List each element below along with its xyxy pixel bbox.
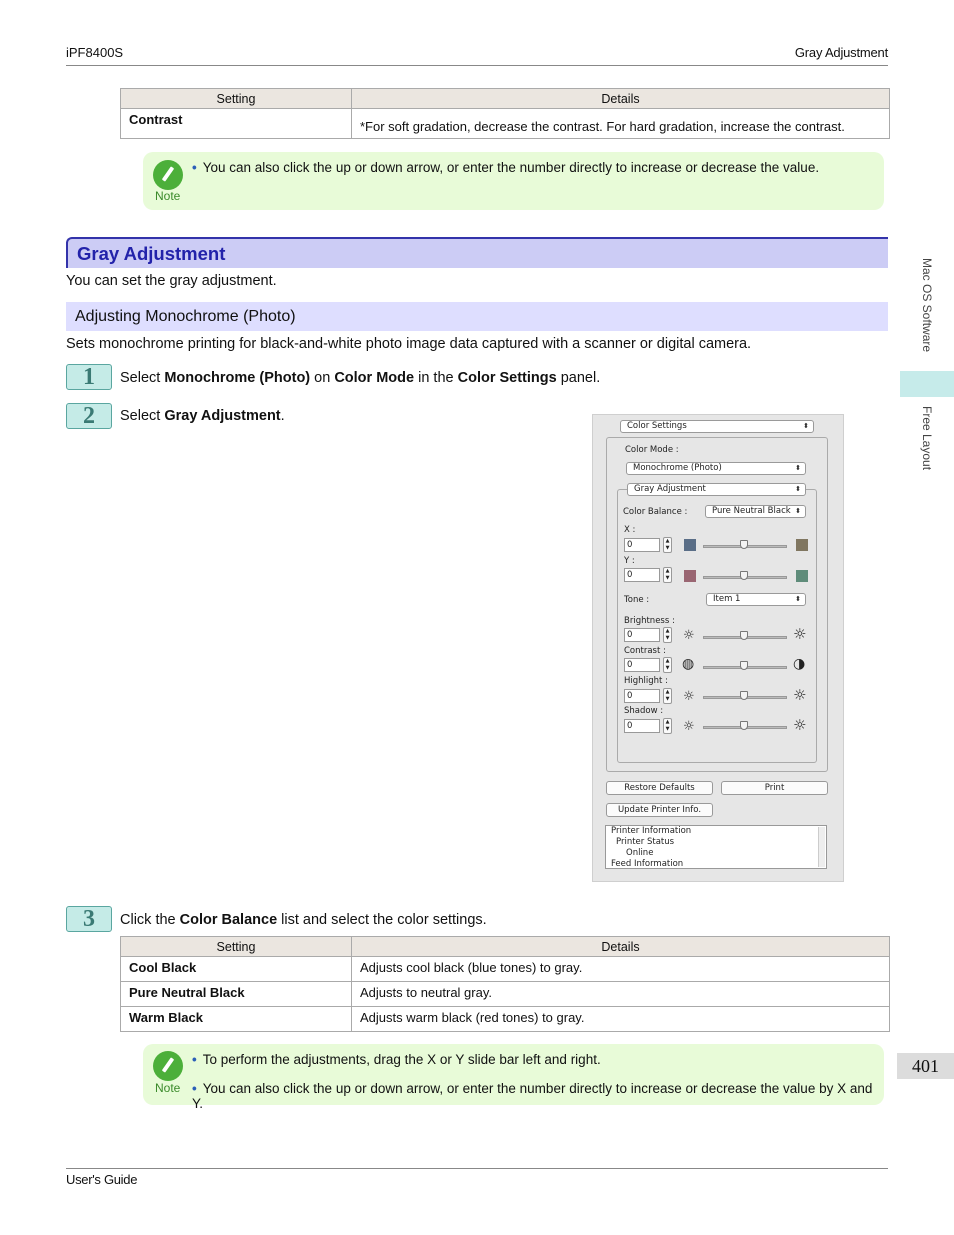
- table-cell-details: Adjusts cool black (blue tones) to gray.: [352, 957, 890, 982]
- highlight-slider-thumb[interactable]: [740, 691, 748, 700]
- subsection-heading: [66, 302, 888, 331]
- highlight-label: Highlight :: [624, 676, 668, 686]
- note-item-text: You can also click the up or down arrow, or enter the number directly to increase or decrease the value.: [202, 160, 820, 175]
- table-header-details: Details: [352, 937, 890, 957]
- table-cell-setting: Warm Black: [121, 1007, 352, 1032]
- shadow-high-icon: ☼: [793, 716, 807, 734]
- contrast-input[interactable]: 0: [624, 658, 660, 672]
- list-item: Online: [626, 848, 654, 858]
- gray-adjustment-select[interactable]: Gray Adjustment ⬍: [627, 483, 806, 496]
- highlight-high-icon: ☼: [793, 686, 807, 704]
- y-input[interactable]: 0: [624, 568, 660, 582]
- step-number-2: 2: [66, 403, 112, 429]
- table-cell-setting: Pure Neutral Black: [121, 982, 352, 1007]
- x-stepper[interactable]: ▲ ▼: [663, 537, 672, 553]
- contrast-stepper[interactable]: ▲ ▼: [663, 657, 672, 673]
- side-tab-marker: [900, 371, 954, 397]
- note-label: Note: [155, 189, 181, 203]
- list-item: Printer Information: [611, 826, 692, 836]
- note-item: [192, 1052, 601, 1067]
- note-item-text: To perform the adjustments, drag the X or Y slide bar left and right.: [202, 1052, 601, 1067]
- contrast-slider-thumb[interactable]: [740, 661, 748, 670]
- color-settings-select[interactable]: Color Settings ⬍: [620, 420, 814, 433]
- up-down-arrow-icon: ⬍: [803, 422, 809, 430]
- highlight-stepper[interactable]: ▲ ▼: [663, 688, 672, 704]
- contrast-low-icon: ◍: [682, 656, 695, 672]
- note-box: [143, 1044, 884, 1111]
- note-item: [192, 160, 819, 175]
- bullet-icon: •: [192, 160, 197, 175]
- y-right-swatch: [796, 570, 808, 582]
- highlight-input[interactable]: 0: [624, 689, 660, 703]
- step-1-text: Select Monochrome (Photo) on Color Mode in the Color Settings panel.: [120, 370, 601, 386]
- table-cell-details: *For soft gradation, decrease the contrast. For hard gradation, increase the contrast.: [352, 109, 890, 139]
- shadow-stepper[interactable]: ▲ ▼: [663, 718, 672, 734]
- table-header-setting: Setting: [121, 937, 352, 957]
- header-divider: [66, 65, 888, 66]
- step-number-1: 1: [66, 364, 112, 390]
- section-intro: You can set the gray adjustment.: [66, 273, 277, 289]
- contrast-high-icon: ◑: [793, 656, 806, 672]
- update-printer-info-button[interactable]: Update Printer Info.: [606, 803, 713, 817]
- x-label: X :: [624, 525, 636, 535]
- note-item: [192, 1081, 884, 1111]
- doc-model-header: iPF8400S: [66, 45, 124, 60]
- step-2-text: Select Gray Adjustment.: [120, 408, 285, 424]
- brightness-low-icon: ☼: [683, 628, 695, 643]
- table-row: [121, 957, 890, 982]
- table-cell-setting: Cool Black: [121, 957, 352, 982]
- highlight-low-icon: ☼: [683, 689, 695, 704]
- color-mode-select[interactable]: Monochrome (Photo) ⬍: [626, 462, 806, 475]
- x-right-swatch: [796, 539, 808, 551]
- y-label: Y :: [624, 556, 635, 566]
- step-3-text: Click the Color Balance list and select the color settings.: [120, 912, 487, 928]
- shadow-low-icon: ☼: [683, 719, 695, 734]
- bullet-icon: •: [192, 1052, 197, 1067]
- brightness-stepper[interactable]: ▲ ▼: [663, 627, 672, 643]
- table-header-row: [121, 89, 890, 109]
- print-button[interactable]: Print: [721, 781, 828, 795]
- y-stepper[interactable]: ▲ ▼: [663, 567, 672, 583]
- shadow-label: Shadow :: [624, 706, 664, 716]
- printer-info-list[interactable]: [605, 825, 827, 869]
- x-left-swatch: [684, 539, 696, 551]
- bullet-icon: •: [192, 1081, 197, 1096]
- table-row: [121, 982, 890, 1007]
- color-balance-select[interactable]: Pure Neutral Black ⬍: [705, 505, 806, 518]
- table-header-details: Details: [352, 89, 890, 109]
- up-down-arrow-icon: ⬍: [795, 507, 801, 515]
- footer-text: User's Guide: [66, 1172, 138, 1187]
- color-mode-label: Color Mode :: [625, 445, 679, 455]
- color-balance-label: Color Balance :: [623, 507, 688, 517]
- table-cell-details: Adjusts warm black (red tones) to gray.: [352, 1007, 890, 1032]
- up-down-arrow-icon: ⬍: [795, 485, 801, 493]
- table-header-row: [121, 937, 890, 957]
- color-balance-table: [120, 936, 890, 1032]
- note-label: Note: [155, 1081, 181, 1095]
- page-number: 401: [897, 1053, 954, 1079]
- table-cell-setting: Contrast: [121, 109, 352, 139]
- note-box: [143, 152, 884, 210]
- brightness-input[interactable]: 0: [624, 628, 660, 642]
- brightness-high-icon: ☼: [793, 625, 807, 643]
- x-slider-thumb[interactable]: [740, 540, 748, 549]
- y-slider-thumb[interactable]: [740, 571, 748, 580]
- table-cell-details: Adjusts to neutral gray.: [352, 982, 890, 1007]
- up-down-arrow-icon: ⬍: [795, 595, 801, 603]
- side-tab-free-layout[interactable]: Free Layout: [920, 406, 934, 471]
- gray-adjustment-dialog: [592, 414, 844, 882]
- section-title: Gray Adjustment: [77, 243, 226, 264]
- brightness-slider-thumb[interactable]: [740, 631, 748, 640]
- pencil-note-icon: [153, 1051, 183, 1081]
- contrast-table: [120, 88, 890, 139]
- table-row: [121, 1007, 890, 1032]
- side-tab-mac-os-software[interactable]: Mac OS Software: [920, 258, 934, 353]
- footer-divider: [66, 1168, 888, 1169]
- table-header-setting: Setting: [121, 89, 352, 109]
- list-item: Printer Status: [616, 837, 675, 847]
- step-number-3: 3: [66, 906, 112, 932]
- note-item-text: You can also click the up or down arrow, or enter the number directly to increase or decrease the value by X and Y.: [192, 1081, 873, 1111]
- restore-defaults-button[interactable]: Restore Defaults: [606, 781, 713, 795]
- up-down-arrow-icon: ⬍: [795, 464, 801, 472]
- doc-section-header: Gray Adjustment: [794, 45, 888, 60]
- table-row: [121, 109, 890, 139]
- shadow-input[interactable]: 0: [624, 719, 660, 733]
- contrast-label: Contrast :: [624, 646, 666, 656]
- pencil-note-icon: [153, 160, 183, 190]
- tone-label: Tone :: [624, 595, 650, 605]
- section-heading: [66, 237, 888, 268]
- y-left-swatch: [684, 570, 696, 582]
- shadow-slider-thumb[interactable]: [740, 721, 748, 730]
- subsection-title: Adjusting Monochrome (Photo): [75, 308, 296, 325]
- x-input[interactable]: 0: [624, 538, 660, 552]
- info-scrollbar[interactable]: [818, 827, 825, 867]
- tone-select[interactable]: Item 1 ⬍: [706, 593, 806, 606]
- subsection-paragraph: Sets monochrome printing for black-and-white photo image data captured with a scanner or digital camera.: [66, 336, 752, 352]
- brightness-label: Brightness :: [624, 616, 675, 626]
- list-item: Feed Information: [611, 859, 684, 869]
